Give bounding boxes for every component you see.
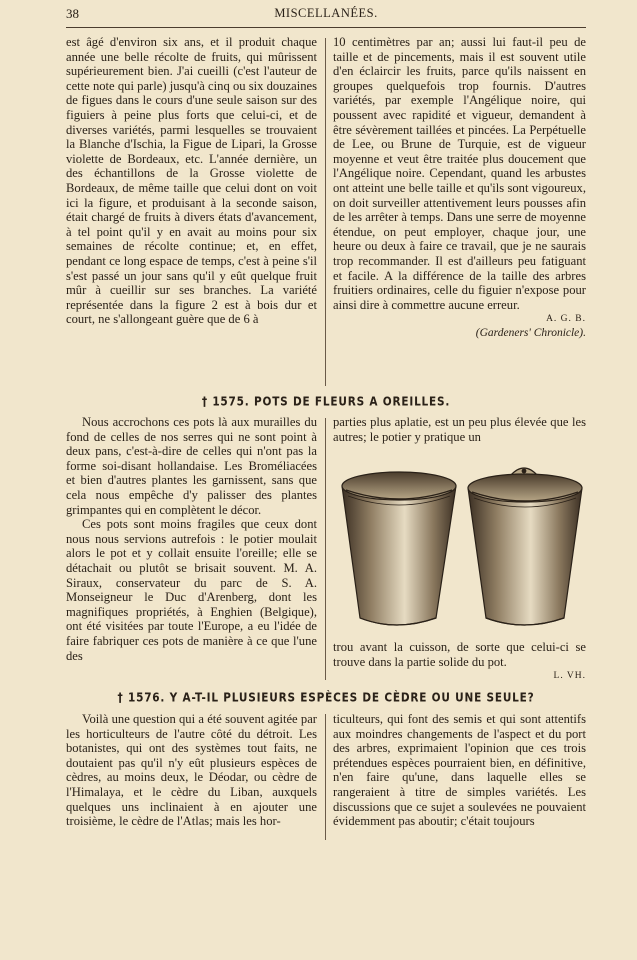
- column-divider: [325, 714, 326, 840]
- article-1576-col-left: [66, 712, 317, 829]
- column-divider: [325, 38, 326, 386]
- paragraph: trou avant la cuisson, de sorte que celui-ci se trouve dans la partie solide du pot.: [333, 640, 586, 669]
- prev-article-col-right: [333, 35, 586, 340]
- paragraph: Ces pots sont moins fragiles que ceux dont nous nous servions autrefois : le potier moulait alors le pot et y collait ensuite l'oreille; elle se détachait ou plutôt se brisait souvent. M. A. Siraux, conservateur du parc de S. A. Monseigneur le Duc d'Arenberg, dont les magnifiques propriétés, à Enghien (Belgique), ont été visitées par toute l'Europe, a eu l'idée de faire fabriquer ces pots de manière à ce que l'une des: [66, 517, 317, 663]
- article-1575-col-right-bottom: [333, 640, 586, 683]
- signature: L. VH.: [553, 671, 586, 682]
- article-1575-col-right-top: [333, 415, 586, 444]
- paragraph: Nous accrochons ces pots là aux murailles du fond de celles de nos serres qui ne sont point à deux pans, c'est-à-dire de celles qui n'ont pas la forme soi-disant hollandaise. Les Broméliacées et bien d'autres plantes les garnissent, sans que cela nous empêche d'y palisser des plantes grimpantes qui en complètent le décor.: [66, 415, 317, 517]
- section-title-1576: † 1576. Y A-T-IL PLUSIEURS ESPÈCES DE CÈDRE OU UNE SEULE?: [117, 691, 535, 705]
- flower-pots-icon: [334, 456, 586, 636]
- source-citation: (Gardeners' Chronicle).: [475, 327, 586, 340]
- article-1576-col-right: [333, 712, 586, 829]
- paragraph: ticulteurs, qui font des semis et qui sont attentifs aux moindres changements de l'aspect et du port des arbres, exprimaient l'opinion que ces trois prétendues espèces pourraient bien, en définitive, n'en faire qu'une, dans laquelle elles se rangeraient à titre de simples variétés. Les discussions que ce sujet a soulevées ne pouvaient évidemment pas aboutir; c'était toujours: [333, 712, 586, 829]
- page-header: [66, 6, 586, 28]
- section-title-1575: † 1575. POTS DE FLEURS A OREILLES.: [201, 395, 451, 409]
- column-divider: [325, 418, 326, 680]
- running-title: MISCELLANÉES.: [274, 6, 378, 20]
- page-number: 38: [66, 6, 79, 21]
- prev-article-col-left: [66, 35, 317, 327]
- paragraph: 10 centimètres par an; aussi lui faut-il peu de taille et de pincements, mais il est souvent utile d'en éclaircir les fruits, parce qu'ils naissent en groupes quelquefois trop fournis. D'autres variétés, par exemple l'Angélique noire, qui poussent avec rapidité et vigueur, demandent à être sévèrement taillées et pincées. La Perpétuelle de Lee, ou Brune de Turquie, est de vigueur moyenne et veut être traitée plus doucement que l'Angélique noire. Cependant, quand les arbustes ont atteint une belle taille et qu'ils sont vigoureux, on doit surveiller attentivement leurs pousses afin de les arrêter à temps. Dans une serre de moyenne étendue, on peut employer, chaque jour, une heure ou deux à faire ce travail, que je ne saurais trop recommander. Il est d'ailleurs peu fatiguant et facile. A la différence de la taille des arbres fruitiers ordinaires, celle du figuier n'expose pour ainsi dire à commettre aucune erreur.: [333, 35, 586, 312]
- paragraph: Voilà une question qui a été souvent agitée par les horticulteurs de l'autre côté du détroit. Les botanistes, qui ont des systèmes tout faits, ne doutaient pas qu'il n'y eût plusieurs espèces de cèdres, au moins deux, le Déodar, ou cèdre de l'Himalaya, et le cèdre du Liban, auxquels quelques uns inclinaient à en ajouter une troisième, le cèdre de l'Atlas; mais les hor-: [66, 712, 317, 829]
- figure-flower-pots: [334, 456, 586, 636]
- paragraph: est âgé d'environ six ans, et il produit chaque année une belle récolte de fruits, qui mûrissent supérieurement bien. J'ai cueilli (c'est l'auteur de cette note qui parle) jusqu'à cinq ou six douzaines de figues dans le cours d'une seule saison sur des figuiers à peine plus forts que celui-ci, et de diverses variétés, parmi lesquelles se trouvaient la Blanche d'Ischia, la Figue de Lipari, la Grosse violette de Bordeaux, etc. L'année dernière, un des échantillons de la Grosse violette de Bordeaux, de même taille que celui dont on voit ici la figure, et produisant à la seconde saison, était chargé de fruits à divers états d'avancement, à tel point qu'il y en avait au moins pour six semaines de récolte continue; et, en effet, pendant ce long espace de temps, c'est à peine s'il s'est passé un jour sans qu'il y eût quelque fruit mûr à cueillir sur ses branches. La variété représentée dans la figure 2 est à bois dur et court, ne s'allongeant guère que de 6 à: [66, 35, 317, 327]
- signature: A. G. B.: [546, 314, 586, 325]
- article-1575-col-left: [66, 415, 317, 663]
- header-rule: [66, 27, 586, 28]
- paragraph: parties plus aplatie, est un peu plus élevée que les autres; le potier y pratique un: [333, 415, 586, 444]
